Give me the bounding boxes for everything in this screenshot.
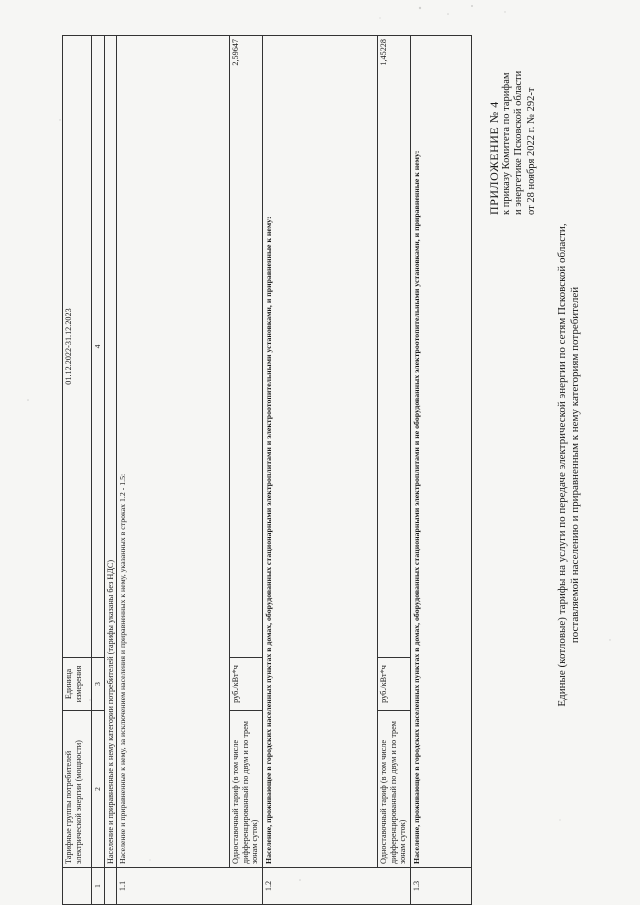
column-number: 2 [92,711,105,868]
section-1-title: Население и приравненные к нему категории потребителей (тарифы указаны без НДС) [104,36,117,868]
tariff-value: 2,59647 [230,36,263,658]
row-1-1-title: Население и приравненные к нему, за исключением населения и приравненных к нему, указанных в строках 1.2 - 1.5: [118,473,128,864]
row-1-2-description [263,36,378,868]
table-row [117,36,230,905]
heading-line: поставляемой населению и приравненным к нему категориям потребителей [569,286,581,644]
tariff-label: Одноставочный тариф (в том числе дифференцированный по двум и по трем зонам суток) [378,711,411,868]
table-row [263,36,378,905]
header-num-cell [63,868,92,905]
appendix-block [488,15,538,215]
appendix-title: ПРИЛОЖЕНИЕ № 4 [487,101,501,215]
section-1-row [104,36,117,905]
header-unit-cell: Единица измерения [63,658,92,711]
appendix-line: к приказу Комитета по тарифам [500,72,512,215]
table-row [378,36,411,905]
table-row [411,36,472,905]
row-number: 1.2 [263,868,411,905]
tariff-unit: руб./кВт*ч [230,658,263,711]
row-number: 1.1 [117,868,263,905]
tariff-unit: руб./кВт*ч [378,658,411,711]
table-header-row [63,36,92,905]
section-num-cell [104,868,117,905]
document-heading [556,145,582,785]
row-1-1-description [117,36,230,868]
column-number-row [92,36,105,905]
column-number: 1 [92,868,105,905]
header-group-cell: Тарифные группы потребителей электрической энергии (мощности) [63,711,92,868]
tariff-value: 1,45228 [378,36,411,658]
column-number: 3 [92,658,105,711]
column-number: 4 [92,36,105,658]
table-row [230,36,263,905]
header-period-cell: 01.12.2022-31.12.2023 [63,36,92,658]
row-1-3-description [411,36,472,868]
row-1-2-title: Население, проживающее в городских населенных пунктах в домах, оборудованных стационарными электроплитами и электроотопительными установками, и приравненные к нему: [264,216,274,864]
appendix-line: от 28 ноября 2022 г. № 292-т [525,87,537,215]
tariff-table [62,35,472,905]
row-1-3-title: Население, проживающее в городских населенных пунктах в домах, оборудованных стационарными электроплитами и не оборудованных электроотопительными установками, и приравненные к нему: [412,150,422,864]
tariff-label: Одноставочный тариф (в том числе дифференцированный по двум и по трем зонам суток) [230,711,263,868]
appendix-line: и энергетике Псковской области [513,70,524,215]
row-number: 1.3 [411,868,472,905]
heading-line: Единые (котловые) тарифы на услуги по передаче электрической энергии по сетям Псковской области, [556,223,568,707]
